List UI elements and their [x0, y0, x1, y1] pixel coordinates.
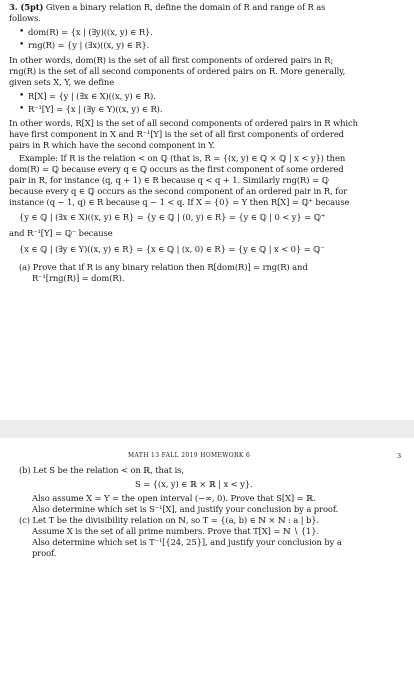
document-page-2 [0, 438, 414, 700]
definition-range: rng(R) = {y | (∃x)((x, y) ∈ R}. [28, 40, 150, 50]
paragraph-line: and R⁻¹[Y] = ℚ⁻ because [9, 228, 113, 238]
part-c-line: Also determine which set is T⁻¹[{24, 25}], and justify your conclusion by a [32, 537, 342, 547]
definition-domain: dom(R) = {x | (∃y)((x, y) ∈ R}. [28, 27, 153, 37]
part-c-line: proof. [32, 548, 57, 558]
definition-image: R[X] = {y | (∃x ∈ X)((x, y) ∈ R). [28, 91, 156, 101]
running-header: MATH 13 FALL 2019 HOMEWORK 6 [128, 452, 251, 459]
part-c-line: Assume X is the set of all prime numbers. Prove that T[X] = ℕ ∖ {1}. [32, 526, 320, 536]
example-line: dom(R) = ℚ because every q ∈ ℚ occurs as the first component of some ordered [9, 164, 344, 174]
display-equation: S = {(x, y) ∈ ℝ × ℝ | x < y}. [135, 479, 253, 489]
part-b-line: Also assume X = Y = the open interval (−∞, 0). Prove that S[X] = ℝ. [32, 493, 316, 503]
part-b-line: Also determine which set is S⁻¹[X], and justify your conclusion by a proof. [32, 504, 339, 514]
bullet-dot: • [19, 91, 25, 101]
problem-heading [9, 2, 325, 13]
paragraph-line: In other words, R[X] is the set of all second components of ordered pairs in R which [9, 118, 358, 128]
example-line: instance (q − 1, q) ∈ R because q − 1 < q. If X = {0} = Y then R[X] = ℚ⁺ because [9, 197, 350, 207]
part-b-line: (b) Let S be the relation < on ℝ, that is, [19, 465, 184, 475]
definition-preimage: R⁻¹[Y] = {x | (∃y ∈ Y)((x, y) ∈ R). [28, 104, 163, 114]
part-a-line: R⁻¹[rng(R)] = dom(R). [32, 273, 125, 283]
page-number: 3 [397, 452, 402, 460]
paragraph-line: rng(R) is the set of all second components of ordered pairs on R. More generally, [9, 66, 346, 76]
display-equation: {x ∈ ℚ | (∃y ∈ Y)((x, y) ∈ R} = {x ∈ ℚ | (x, 0) ∈ R} = {y ∈ ℚ | x < 0} = ℚ⁻ [19, 244, 325, 254]
paragraph-line: pairs in R which have the second component in Y. [9, 140, 216, 150]
problem-title: 3. (5pt) [9, 2, 44, 12]
bullet-dot: • [19, 104, 25, 114]
paragraph-line: In other words, dom(R) is the set of all first components of ordered pairs in R; [9, 55, 334, 65]
part-a-line: (a) Prove that if R is any binary relation then R[dom(R)] = rng(R) and [19, 262, 308, 272]
example-line: Example: If R is the relation < on ℚ (that is, R = {(x, y) ∈ ℚ × ℚ | x < y}) then [19, 153, 346, 163]
bullet-dot: • [19, 40, 25, 50]
paragraph-line: given sets X, Y, we define [9, 77, 115, 87]
paragraph-line: have first component in X and R⁻¹[Y] is the set of all first components of ordered [9, 129, 344, 139]
part-c-line: (c) Let T be the divisibility relation on ℕ, so T = {(a, b) ∈ ℕ × ℕ : a | b}. [19, 515, 320, 525]
problem-intro: Given a binary relation R, define the domain of R and range of R as [45, 2, 326, 12]
display-equation: {y ∈ ℚ | (∃x ∈ X)((x, y) ∈ R} = {y ∈ ℚ | (0, y) ∈ R} = {y ∈ ℚ | 0 < y} = ℚ⁺ [19, 212, 326, 222]
example-line: pair in R, for instance (q, q + 1) ∈ R because q < q + 1. Similarly rng(R) = ℚ [9, 175, 329, 185]
intro-continued: follows. [9, 13, 41, 23]
bullet-dot: • [19, 27, 25, 37]
example-line: because every q ∈ ℚ occurs as the second component of an ordered pair in R, for [9, 186, 348, 196]
